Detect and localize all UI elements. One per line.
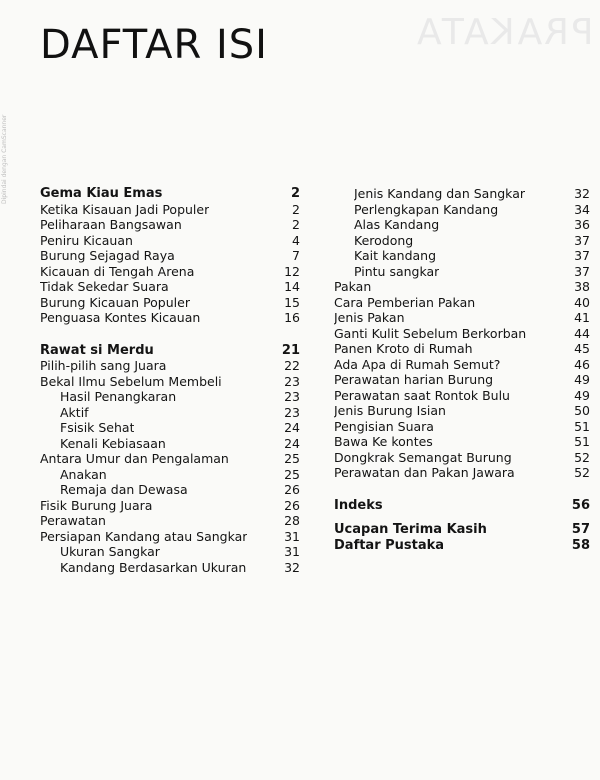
toc-entry-page: 45 (574, 341, 590, 356)
section-gap (334, 481, 590, 498)
toc-entry-label: Jenis Pakan (334, 310, 405, 325)
toc-entry (334, 419, 590, 435)
toc-entry-page: 32 (284, 559, 300, 575)
toc-entry (334, 357, 590, 373)
toc-entry-page: 2 (290, 186, 300, 201)
toc-entry-label: Pilih-pilih sang Juara (40, 358, 167, 373)
toc-entry-label: Bekal Ilmu Sebelum Membeli (40, 373, 222, 389)
toc-entry-label: Kicauan di Tengah Arena (40, 263, 195, 279)
toc-entry-label: Bawa Ke kontes (334, 434, 433, 449)
toc-entry-page: 51 (574, 418, 590, 434)
toc-entry-label: Perawatan saat Rontok Bulu (334, 387, 510, 403)
toc-entry (334, 465, 590, 481)
toc-entry-page: 25 (284, 466, 300, 482)
toc-entry (40, 529, 300, 545)
toc-entry-page: 37 (574, 248, 590, 263)
toc-entry (40, 420, 300, 436)
toc-entry (334, 450, 590, 466)
toc-entry-label: Penguasa Kontes Kicauan (40, 310, 201, 325)
toc-entry-page: 44 (574, 325, 590, 341)
toc-chapter (334, 522, 590, 538)
toc-entry-label: Ucapan Terima Kasih (334, 522, 487, 537)
toc-entry-page: 56 (571, 497, 590, 513)
toc-entry-page: 12 (284, 263, 300, 279)
toc-entry (334, 248, 590, 264)
toc-entry-page: 2 (292, 201, 300, 217)
toc-chapter (334, 498, 590, 514)
toc-entry-label: Burung Kicauan Populer (40, 294, 190, 310)
toc-entry (40, 279, 300, 295)
toc-entry-label: Perawatan harian Burung (334, 372, 494, 387)
toc-entry-label: Panen Kroto di Rumah (334, 341, 473, 356)
toc-entry-label: Alas Kandang (354, 217, 440, 232)
toc-entry-label: Kerodong (354, 232, 414, 248)
toc-entry (334, 372, 590, 388)
toc-entry-page: 23 (284, 404, 300, 420)
toc-entry-page: 58 (571, 537, 590, 553)
toc-entry-page: 21 (281, 342, 300, 358)
toc-entry-page: 23 (284, 389, 300, 404)
toc-entry (334, 279, 590, 295)
toc-entry-page: 46 (574, 356, 590, 372)
toc-entry-page: 23 (284, 373, 300, 389)
toc-entry-label: Jenis Burung Isian (334, 403, 446, 418)
toc-entry-page: 22 (284, 358, 300, 373)
toc-entry-label: Peliharaan Bangsawan (40, 217, 182, 232)
toc-entry-label: Indeks (334, 497, 383, 513)
toc-entry-label: Ganti Kulit Sebelum Berkorban (334, 325, 527, 341)
section-gap (40, 326, 300, 343)
toc-entry-label: Perawatan dan Pakan Jawara (334, 465, 515, 480)
toc-entry (334, 310, 590, 326)
toc-entry (334, 326, 590, 342)
toc-entry-page: 15 (284, 294, 300, 310)
toc-entry (40, 560, 300, 576)
toc-entry-label: Persiapan Kandang atau Sangkar (40, 528, 248, 544)
toc-entry (334, 403, 590, 419)
toc-entry-label: Aktif (60, 404, 89, 420)
toc-entry-label: Perawatan (40, 513, 106, 528)
page-title: DAFTAR ISI (40, 22, 268, 68)
toc-entry-page: 57 (571, 522, 590, 537)
toc-entry-page: 2 (292, 217, 300, 232)
toc-entry (40, 374, 300, 390)
toc-entry-page: 28 (284, 513, 300, 528)
section-gap (334, 513, 590, 522)
toc-entry-page: 4 (292, 232, 300, 248)
toc-entry-label: Ukuran Sangkar (60, 544, 160, 559)
toc-entry-label: Tidak Sekedar Suara (40, 279, 169, 294)
toc-entry-page: 26 (284, 497, 300, 513)
toc-entry-label: Daftar Pustaka (334, 537, 445, 553)
toc-chapter (40, 343, 300, 359)
toc-entry (40, 264, 300, 280)
toc-entry (40, 358, 300, 374)
toc-entry-page: 38 (574, 279, 590, 294)
toc-entry-page: 25 (284, 451, 300, 466)
toc-entry (334, 295, 590, 311)
toc-entry (40, 405, 300, 421)
toc-entry-label: Pengisian Suara (334, 418, 434, 434)
toc-right-column (334, 186, 590, 553)
toc-entry-page: 16 (284, 310, 300, 325)
toc-entry-page: 51 (574, 434, 590, 449)
toc-entry-page: 14 (284, 279, 300, 294)
toc-entry-page: 50 (574, 403, 590, 418)
toc-entry-label: Gema Kiau Emas (40, 186, 163, 201)
toc-entry-page: 41 (574, 310, 590, 325)
toc-entry-page: 31 (284, 544, 300, 559)
toc-entry (334, 233, 590, 249)
toc-entry-page: 49 (574, 387, 590, 403)
scan-stamp: Dipindai dengan CamScanner (1, 114, 8, 204)
toc-entry-page: 7 (292, 248, 300, 263)
toc-entry (40, 389, 300, 405)
toc-entry (40, 544, 300, 560)
toc-entry-page: 34 (574, 201, 590, 217)
toc-entry-page: 49 (574, 372, 590, 387)
toc-chapter (334, 538, 590, 554)
toc-entry-page: 52 (574, 465, 590, 480)
toc-entry (334, 186, 590, 202)
toc-entry-label: Kandang Berdasarkan Ukuran (60, 559, 247, 575)
toc-entry (334, 217, 590, 233)
toc-entry (40, 467, 300, 483)
toc-entry-page: 52 (574, 449, 590, 465)
toc-entry (40, 436, 300, 452)
toc-entry-label: Fisik Burung Juara (40, 497, 153, 513)
toc-entry-page: 24 (284, 435, 300, 451)
toc-entry-label: Dongkrak Semangat Burung (334, 449, 512, 465)
toc-chapter (40, 186, 300, 202)
toc-entry-label: Pakan (334, 279, 372, 294)
toc-entry (40, 498, 300, 514)
toc-entry-label: Perlengkapan Kandang (354, 201, 499, 217)
toc-entry (334, 341, 590, 357)
toc-entry-label: Jenis Kandang dan Sangkar (354, 186, 526, 201)
toc-entry-label: Rawat si Merdu (40, 342, 154, 358)
toc-entry-label: Kenali Kebiasaan (60, 435, 166, 451)
toc-entry (40, 482, 300, 498)
toc-entry (40, 295, 300, 311)
toc-entry-label: Remaja dan Dewasa (60, 482, 188, 497)
toc-entry (40, 451, 300, 467)
toc-entry (40, 513, 300, 529)
toc-entry-page: 37 (574, 232, 590, 248)
toc-entry-label: Fsisik Sehat (60, 420, 135, 435)
toc-entry-label: Cara Pemberian Pakan (334, 294, 476, 310)
toc-entry (40, 202, 300, 218)
toc-entry (334, 434, 590, 450)
toc-entry-label: Pintu sangkar (354, 263, 440, 279)
toc-entry-label: Ada Apa di Rumah Semut? (334, 356, 501, 372)
toc-entry-page: 37 (574, 263, 590, 279)
toc-entry-page: 32 (574, 186, 590, 201)
toc-entry (40, 310, 300, 326)
background-heading: PRAKATA (414, 12, 594, 53)
toc-entry-page: 24 (284, 420, 300, 435)
toc-entry-page: 40 (574, 294, 590, 310)
toc-entry (334, 202, 590, 218)
toc-entry (40, 248, 300, 264)
toc-entry-label: Burung Sejagad Raya (40, 248, 175, 263)
toc-entry-label: Ketika Kisauan Jadi Populer (40, 201, 210, 217)
toc-entry (334, 264, 590, 280)
toc-entry (334, 388, 590, 404)
toc-entry-page: 36 (574, 217, 590, 232)
toc-entry-label: Anakan (60, 466, 107, 482)
toc-entry-page: 31 (284, 528, 300, 544)
toc-entry-label: Hasil Penangkaran (60, 389, 177, 404)
toc-entry (40, 217, 300, 233)
toc-left-column (40, 186, 300, 575)
toc-entry-label: Kait kandang (354, 248, 437, 263)
toc-entry-page: 26 (284, 482, 300, 497)
toc-entry-label: Peniru Kicauan (40, 232, 133, 248)
toc-entry-label: Antara Umur dan Pengalaman (40, 451, 229, 466)
toc-entry (40, 233, 300, 249)
